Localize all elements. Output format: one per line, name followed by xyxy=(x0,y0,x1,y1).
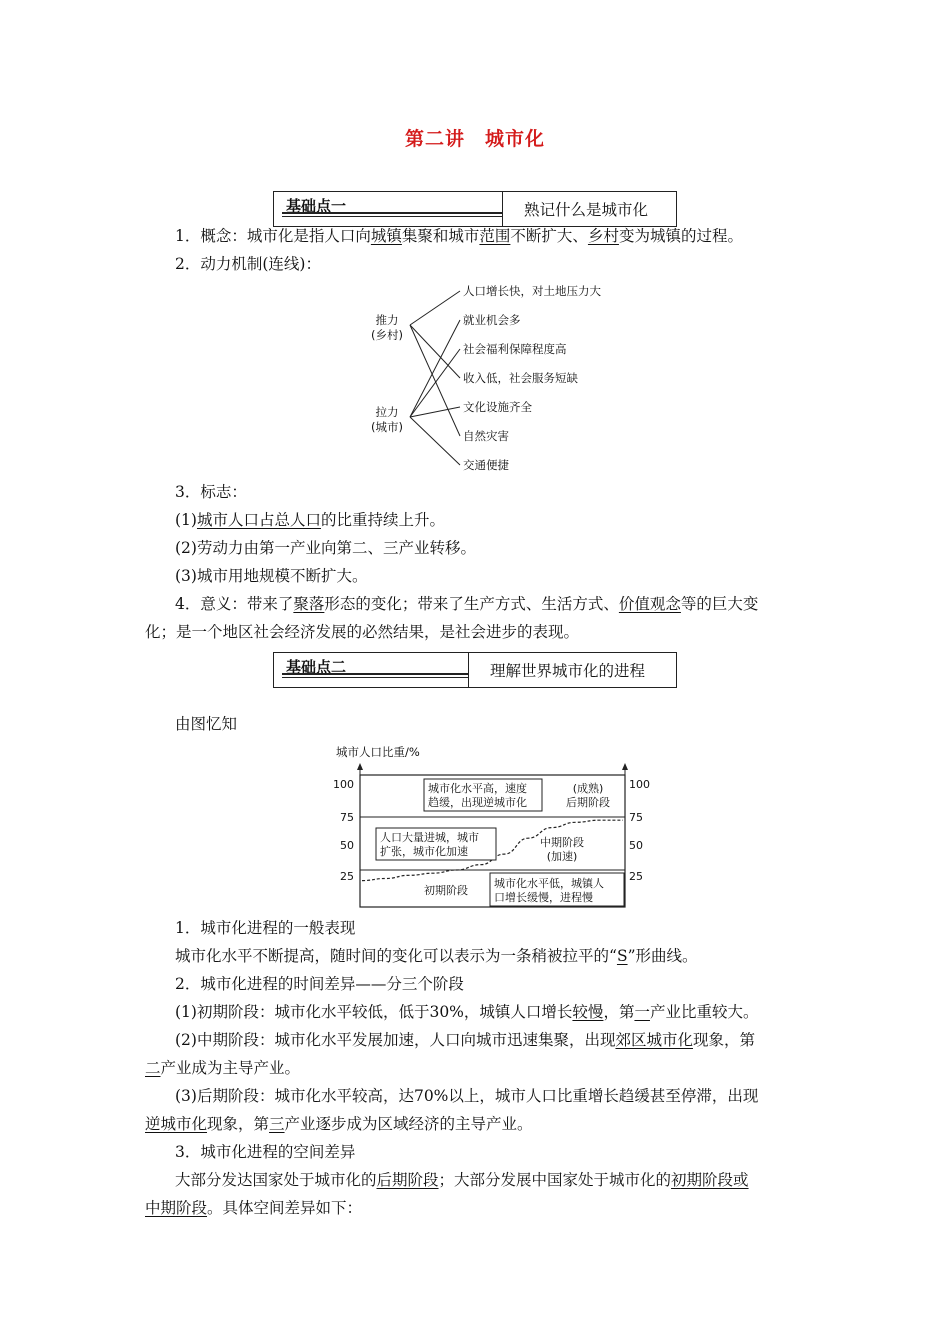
s2-mid-line-1: (2)中期阶段：城市化水平发展加速，人口向城市迅速集聚，出现郊区城市化现象，第 xyxy=(175,1031,755,1049)
s2-late-line-2: 逆城市化现象，第三产业逐步成为区域经济的主导产业。 xyxy=(145,1115,533,1133)
mid-stage-sub: (加速) xyxy=(546,850,578,863)
item-7: 交通便捷 xyxy=(463,458,509,472)
link-line xyxy=(410,417,460,465)
link-line xyxy=(410,349,460,417)
pull-label: 拉力 xyxy=(375,405,399,419)
sign-3: (3)城市用地规模不断扩大。 xyxy=(175,567,368,585)
basic-point-1-tag xyxy=(274,192,503,226)
basic-point-1-box xyxy=(273,191,677,227)
late-stage-label: 后期阶段 xyxy=(566,796,610,809)
tick-25: 25 xyxy=(340,870,354,883)
box-late-line-1: 城市化水平高，速度 xyxy=(428,782,527,795)
title-part2: 城市化 xyxy=(485,128,546,150)
concept-line: 1．概念：城市化是指人口向城镇集聚和城市范围不断扩大、乡村变为城镇的过程。 xyxy=(175,227,743,245)
blank-s: S xyxy=(616,947,628,965)
dynamics-title: 2．动力机制(连线)： xyxy=(175,255,321,273)
meaning-line-2: 化；是一个地区社会经济发展的必然结果，是社会进步的表现。 xyxy=(145,623,580,641)
signs-title: 3．标志： xyxy=(175,483,247,501)
basic-point-1-label: 基础点一 xyxy=(286,197,347,215)
pull-sub: (城市) xyxy=(371,420,403,434)
box-early-line-1: 城市化水平低，城镇人 xyxy=(494,877,604,890)
s1-body: 城市化水平不断提高，随时间的变化可以表示为一条稍被拉平的“S”形曲线。 xyxy=(175,947,698,965)
basic-point-2-box xyxy=(273,652,677,688)
s3-body-line-1: 大部分发达国家处于城市化的后期阶段；大部分发展中国家处于城市化的初期阶段或 xyxy=(175,1171,749,1189)
blank-range: 范围 xyxy=(479,227,511,245)
tick-25-right: 25 xyxy=(629,870,643,883)
s3-body-line-2: 中期阶段。具体空间差异如下： xyxy=(145,1199,363,1217)
meaning-line-1: 4．意义：带来了聚落形态的变化；带来了生产方式、生活方式、价值观念等的巨大变 xyxy=(175,595,759,613)
blank-towns: 城镇 xyxy=(370,227,402,245)
s2-late-line-1: (3)后期阶段：城市化水平较高，达70%以上，城市人口比重增长趋缓甚至停滞，出现 xyxy=(175,1087,759,1105)
mid-stage-label: 中期阶段 xyxy=(540,836,584,849)
early-stage-label: 初期阶段 xyxy=(424,884,468,897)
page-title xyxy=(0,124,950,151)
s2-early: (1)初期阶段：城市化水平较低，低于30%，城镇人口增长较慢，第一产业比重较大。 xyxy=(175,1003,759,1021)
sign-1: (1)城市人口占总人口的比重持续上升。 xyxy=(175,511,445,529)
s2-title: 2．城市化进程的时间差异——分三个阶段 xyxy=(175,975,464,993)
recall-label: 由图忆知 xyxy=(175,715,238,733)
blank-values: 价值观念 xyxy=(618,595,681,613)
blank-settlement: 聚落 xyxy=(293,595,325,613)
basic-point-1-desc: 熟记什么是城市化 xyxy=(524,201,649,219)
tick-75: 75 xyxy=(340,811,354,824)
link-line xyxy=(410,320,460,417)
push-label: 推力 xyxy=(375,313,399,327)
link-line xyxy=(410,325,460,436)
push-pull-diagram xyxy=(360,280,630,480)
blank-countryside: 乡村 xyxy=(587,227,619,245)
box-early-line-2: 口增长缓慢，进程慢 xyxy=(494,891,593,904)
tick-75-right: 75 xyxy=(629,811,643,824)
push-sub: (乡村) xyxy=(371,328,403,342)
urbanization-chart xyxy=(330,742,660,912)
box-mid-line-2: 扩张，城市化加速 xyxy=(380,845,468,858)
blank-urban-ratio: 城市人口占总人口 xyxy=(196,511,321,529)
title-part1: 第二讲 xyxy=(404,128,465,150)
item-1: 人口增长快，对土地压力大 xyxy=(463,284,601,298)
item-3: 社会福利保障程度高 xyxy=(463,342,567,356)
box-late-line-2: 趋缓，出现逆城市化 xyxy=(428,796,527,809)
tick-100-right: 100 xyxy=(629,778,650,791)
s2-mid-line-2: 二产业成为主导产业。 xyxy=(145,1059,301,1077)
s1-title: 1．城市化进程的一般表现 xyxy=(175,919,356,937)
tick-50: 50 xyxy=(340,839,354,852)
item-5: 文化设施齐全 xyxy=(463,400,532,414)
item-4: 收入低，社会服务短缺 xyxy=(463,371,578,385)
link-line xyxy=(410,325,460,378)
item-2: 就业机会多 xyxy=(463,313,521,327)
link-line xyxy=(410,291,460,325)
chart-ylabel: 城市人口比重/% xyxy=(336,745,420,759)
link-line xyxy=(410,407,460,417)
basic-point-2-label: 基础点二 xyxy=(286,658,347,676)
late-stage-sub: (成熟) xyxy=(572,782,604,795)
basic-point-2-tag xyxy=(274,653,469,687)
tick-50-right: 50 xyxy=(629,839,643,852)
basic-point-2-desc: 理解世界城市化的进程 xyxy=(490,662,646,680)
box-mid-line-1: 人口大量进城，城市 xyxy=(380,831,479,844)
s3-title: 3．城市化进程的空间差异 xyxy=(175,1143,356,1161)
tick-100: 100 xyxy=(333,778,354,791)
item-6: 自然灾害 xyxy=(463,429,509,443)
sign-2: (2)劳动力由第一产业向第二、三产业转移。 xyxy=(175,539,476,557)
